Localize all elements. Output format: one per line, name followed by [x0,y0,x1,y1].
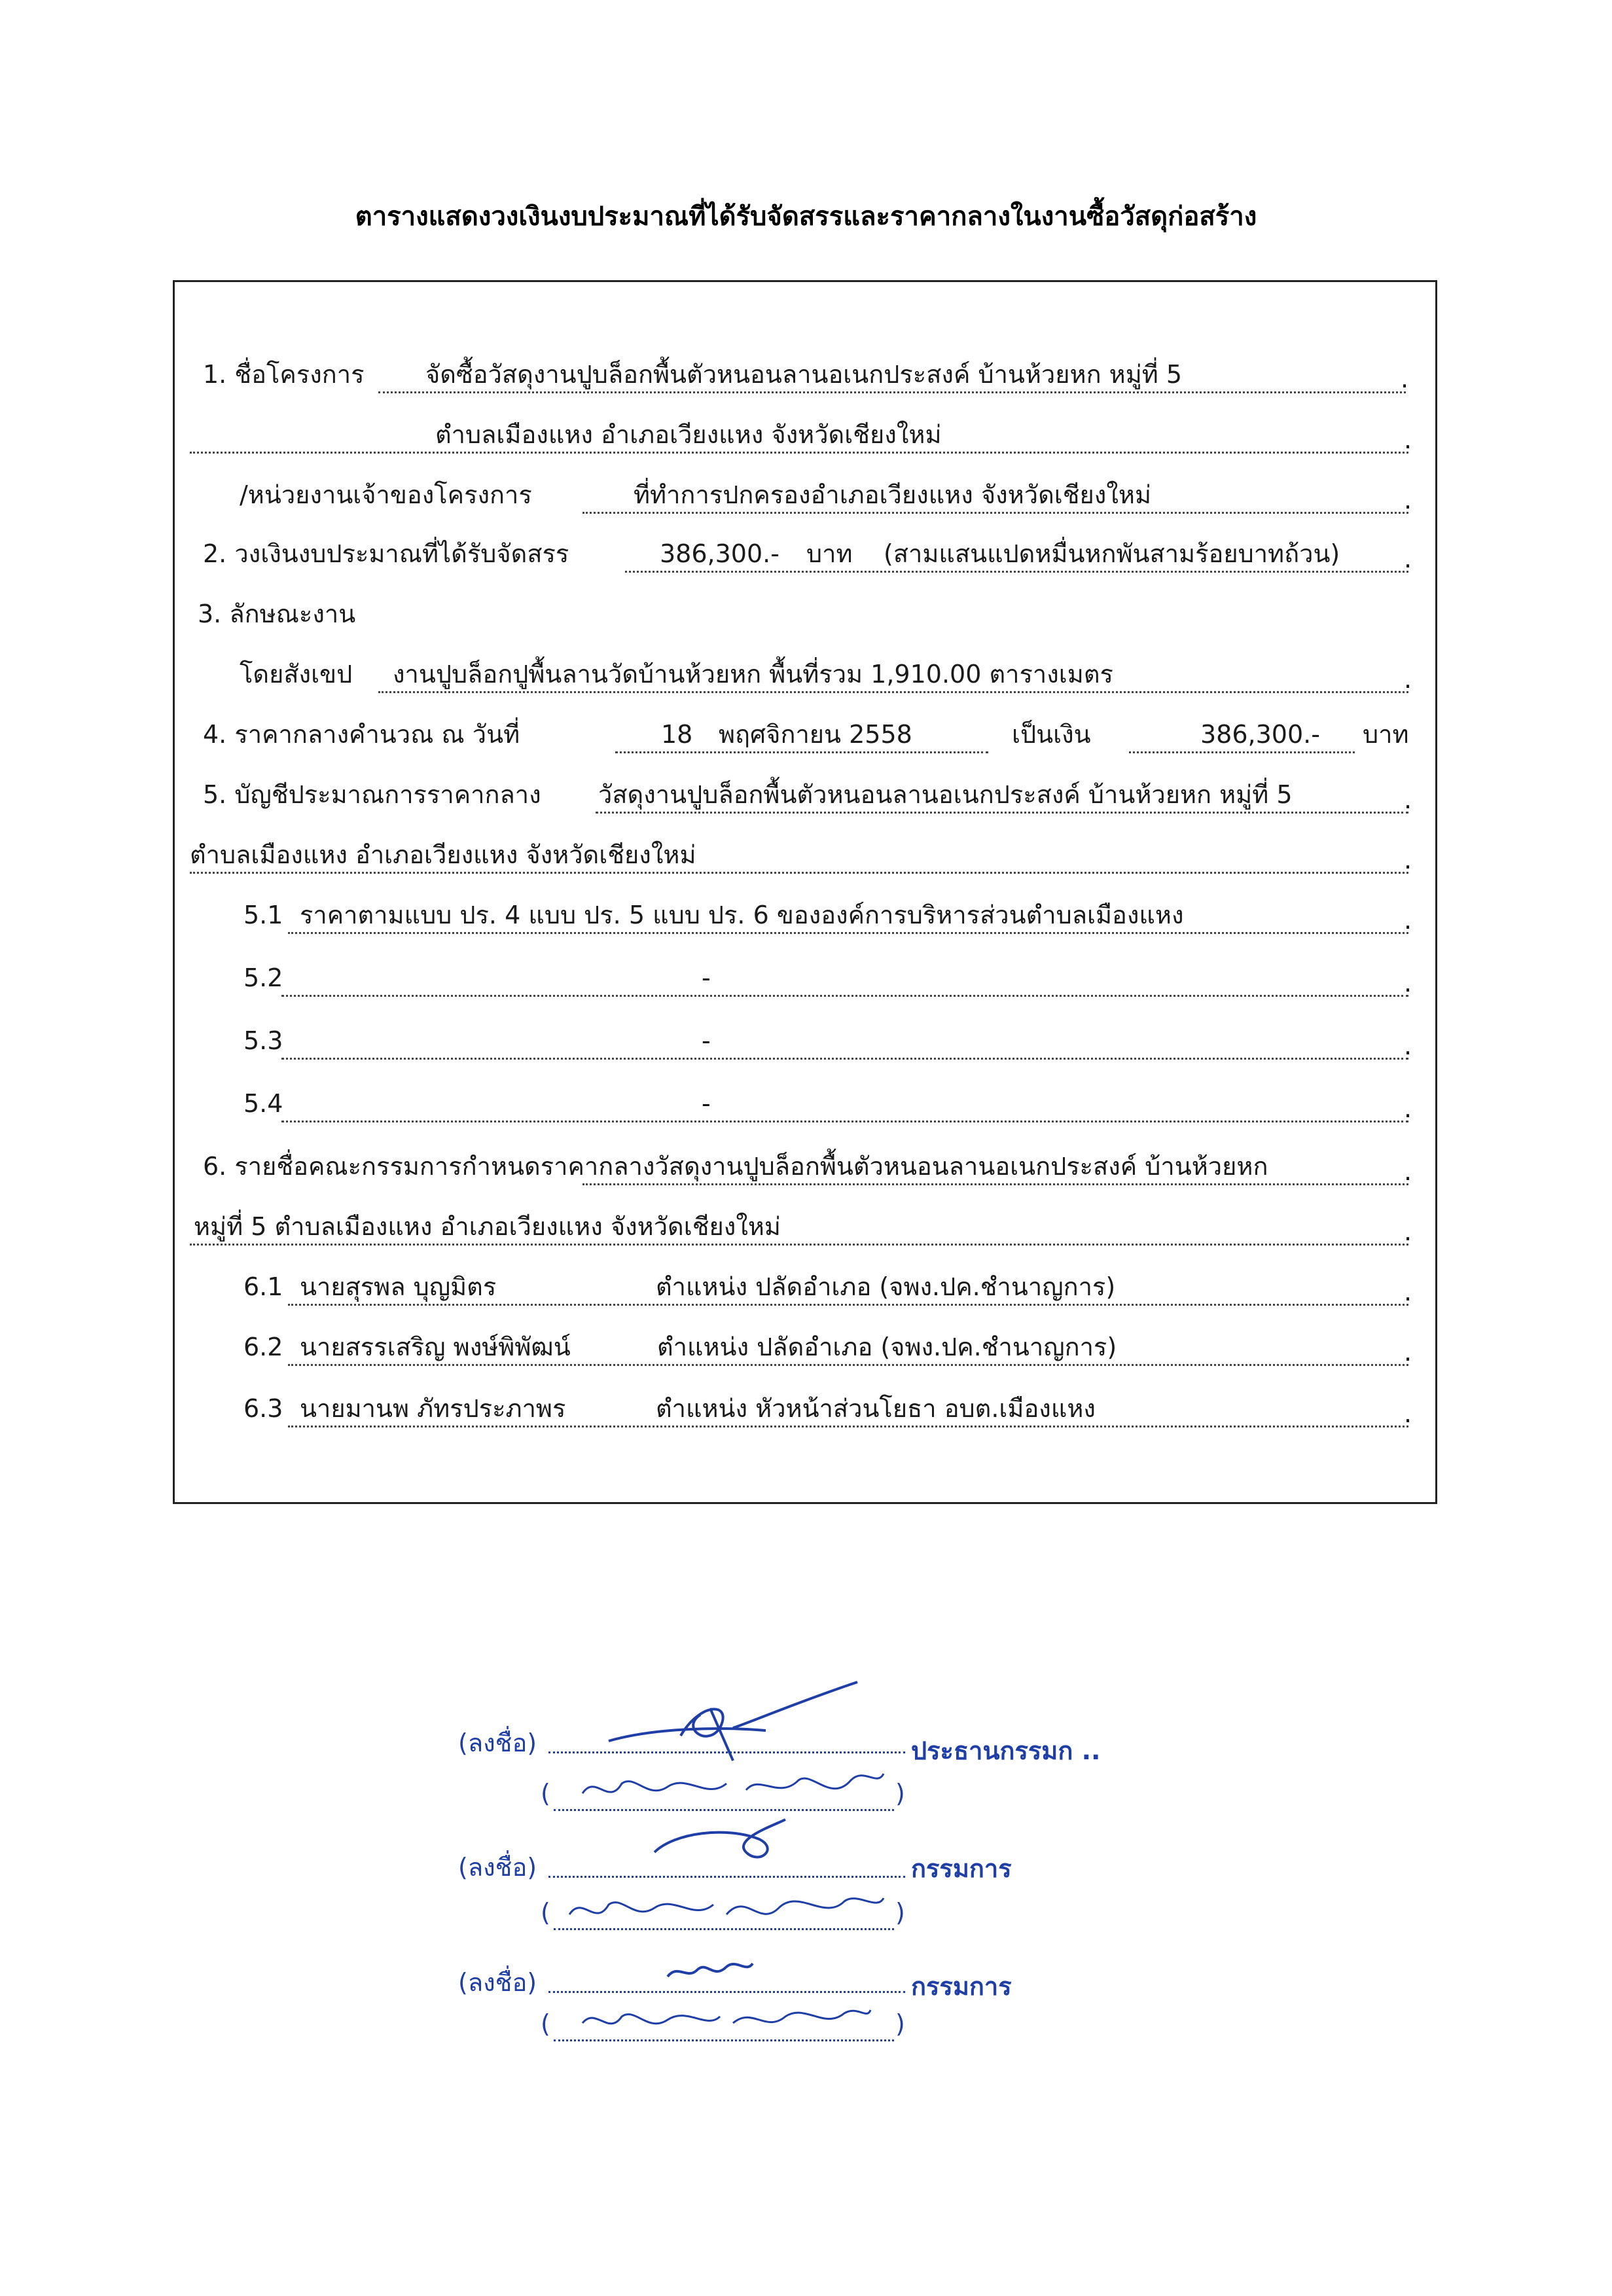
dotted-line [190,452,1408,454]
handwritten-name [576,1994,877,2046]
dotted-line [190,1244,1408,1246]
dotted-line [288,1426,1408,1427]
item5-sub-text: - [702,1089,711,1118]
item5-value1: วัสดุงานปูบล็อกพื้นตัวหนอนลานอเนกประสงค์ บ้านห้วยหก หมู่ที่ 5 [598,780,1293,809]
item4-amount: 386,300.- [1200,720,1320,749]
item5-value2: ตำบลเมืองแหง อำเภอเวียงแหง จังหวัดเชียงใหม่ [190,840,696,869]
member-position: ตำแหน่ง หัวหน้าส่วนโยธา อบต.เมืองแหง [656,1394,1096,1423]
item1-label: 1. ชื่อโครงการ [203,360,365,389]
member-no: 6.1 [243,1272,283,1301]
content-box [173,280,1437,1504]
dotted-line [615,751,988,753]
dotted-line [190,872,1408,874]
handwritten-name [576,1761,890,1813]
item4-label: 4. ราคากลางคำนวณ ณ วันที่ [203,720,520,749]
item4-unit: บาท [1363,720,1409,749]
item3-summary: งานปูบล็อกปูพื้นลานวัดบ้านห้วยหก พื้นที่รวม 1,910.00 ตารางเมตร [393,660,1113,689]
item2-words: (สามแสนแปดหมื่นหกพันสามร้อยบาทถ้วน) [884,539,1340,568]
item6-line2: หมู่ที่ 5 ตำบลเมืองแหง อำเภอเวียงแหง จังหวัดเชียงใหม่ [194,1212,781,1241]
item2-unit: บาท [806,539,853,568]
signature-role: ประธานกรรมก .. [911,1736,1101,1765]
handwritten-signature [602,1662,864,1767]
item5-sub-text: - [702,963,711,992]
signature-line [548,1991,905,1993]
item5-sub-no: 5.2 [243,963,283,992]
dotted-line [582,1183,1408,1185]
signature-prefix: (ลงชื่อ) [458,1729,537,1757]
dotted-line [281,995,1408,997]
item1-value2: ตำบลเมืองแหง อำเภอเวียงแหง จังหวัดเชียงใหม่ [435,420,942,449]
item1-owner-value: ที่ทำการปกครองอำเภอเวียงแหง จังหวัดเชียงใหม่ [634,480,1152,509]
handwritten-signature [648,1813,798,1878]
dotted-line [596,812,1408,814]
dotted-line [625,571,1408,573]
item3-label: 3. ลักษณะงาน [198,600,356,628]
dotted-line [378,391,1406,393]
item5-sub-text: - [702,1026,711,1055]
item5-sub-no: 5.1 [243,901,283,929]
item1-owner-label: /หน่วยงานเจ้าของโครงการ [240,480,532,509]
member-position: ตำแหน่ง ปลัดอำเภอ (จพง.ปค.ชำนาญการ) [657,1333,1117,1361]
handwritten-signature [661,1950,759,1990]
signature-prefix: (ลงชื่อ) [458,1968,537,1997]
signature-role: กรรมการ [911,1854,1012,1883]
member-name: นายสรรเสริญ พงษ์พิพัฒน์ [300,1333,571,1361]
item5-sub-no: 5.3 [243,1026,283,1055]
item1-value1: จัดซื้อวัสดุงานปูบล็อกพื้นตัวหนอนลานอเนกประสงค์ บ้านห้วยหก หมู่ที่ 5 [425,360,1183,389]
signature-role: กรรมการ [911,1972,1012,2001]
member-no: 6.2 [243,1333,283,1361]
item4-day: 18 [661,720,693,749]
item2-amount: 386,300.- [660,539,779,568]
dotted-line [288,1364,1408,1366]
signature-prefix: (ลงชื่อ) [458,1853,537,1882]
item3-summary-label: โดยสังเขป [240,660,353,689]
dotted-line [378,691,1408,693]
dotted-line [281,1058,1408,1060]
member-name: นายสุรพล บุญมิตร [300,1272,497,1301]
item6-label: 6. รายชื่อคณะกรรมการกำหนดราคากลางวัสดุงานปูบล็อกพื้นตัวหนอนลานอเนกประสงค์ บ้านห้วยหก [203,1152,1268,1181]
item2-label: 2. วงเงินงบประมาณที่ได้รับจัดสรร [203,539,569,568]
dotted-line [281,1121,1408,1122]
item5-sub-no: 5.4 [243,1089,283,1118]
dotted-line [1129,751,1355,753]
member-name: นายมานพ ภัทรประภาพร [300,1394,566,1423]
item5-sub-text: ราคาตามแบบ ปร. 4 แบบ ปร. 5 แบบ ปร. 6 ขององค์การบริหารส่วนตำบลเมืองแหง [300,901,1184,929]
dotted-line [288,932,1408,934]
member-position: ตำแหน่ง ปลัดอำเภอ (จพง.ปค.ชำนาญการ) [656,1272,1116,1301]
item4-month-year: พฤศจิกายน 2558 [719,720,912,749]
handwritten-name [563,1882,890,1934]
dotted-line [582,512,1408,514]
item5-label: 5. บัญชีประมาณการราคากลาง [203,780,541,809]
member-no: 6.3 [243,1394,283,1423]
document-title: ตารางแสดงวงเงินงบประมาณที่ได้รับจัดสรรและราคากลางในงานซื้อวัสดุก่อสร้าง [355,202,1257,232]
item4-amount-label: เป็นเงิน [1012,720,1091,749]
dotted-line [288,1304,1408,1306]
